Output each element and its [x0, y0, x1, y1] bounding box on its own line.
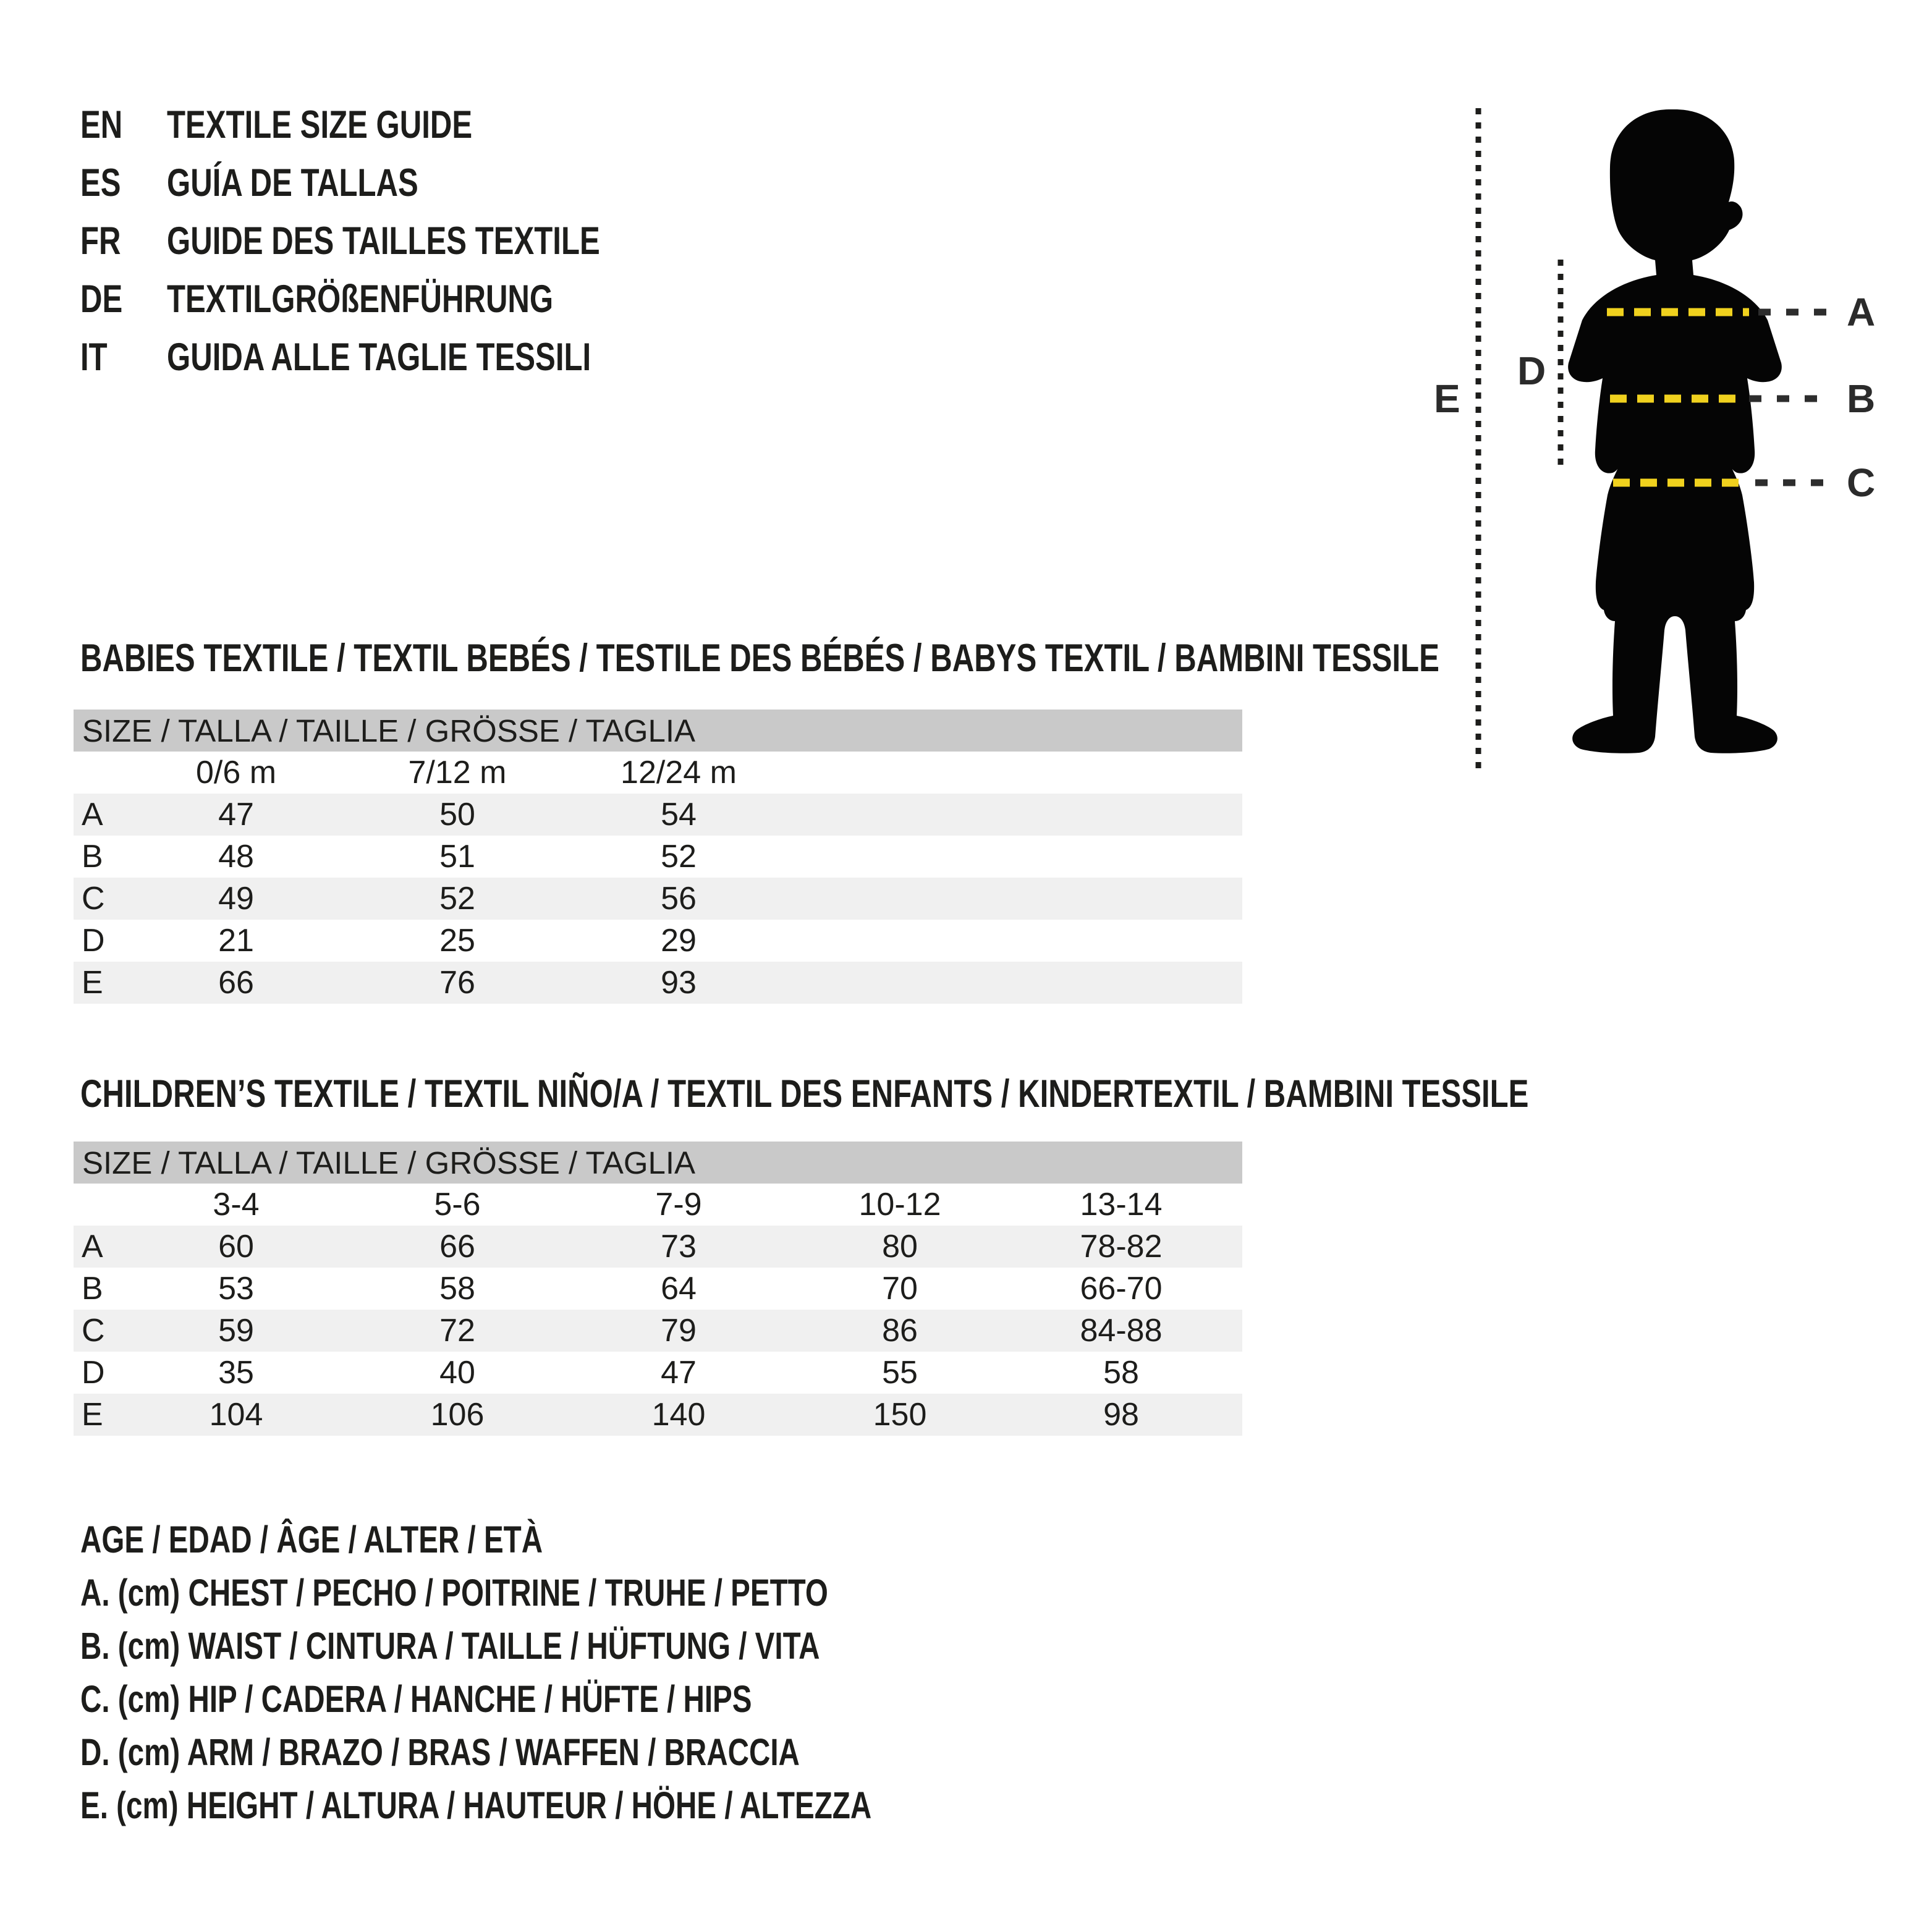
- cell-value: 104: [209, 1397, 263, 1433]
- cell-value: 86: [882, 1313, 918, 1349]
- lang-row-fr: [80, 212, 722, 270]
- row-label: C: [82, 881, 105, 917]
- guide-title-es: GUÍA DE TALLAS: [167, 161, 418, 205]
- cell-value: 50: [439, 797, 475, 833]
- label-height-e: E: [1434, 376, 1460, 421]
- lang-code: DE: [80, 278, 123, 321]
- children-column-header-row: [74, 1184, 1242, 1226]
- lang-code: EN: [80, 103, 123, 146]
- table-row: [74, 1352, 1242, 1394]
- lang-code: ES: [80, 161, 121, 205]
- cell-value: 106: [430, 1397, 485, 1433]
- lang-code: IT: [80, 336, 108, 379]
- cell-value: 21: [218, 923, 254, 959]
- cell-value: 84-88: [1080, 1313, 1163, 1349]
- table-row: [74, 1310, 1242, 1352]
- cell-value: 49: [218, 881, 254, 917]
- cell-value: 48: [218, 839, 254, 875]
- row-label: E: [82, 1397, 103, 1433]
- column-header: 0/6 m: [195, 755, 277, 790]
- cell-value: 140: [651, 1397, 706, 1433]
- label-chest-a: A: [1847, 290, 1876, 334]
- cell-value: 59: [218, 1313, 254, 1349]
- row-label: B: [82, 839, 103, 875]
- cell-value: 54: [661, 797, 697, 833]
- lang-row-de: [80, 270, 722, 328]
- cell-value: 51: [439, 839, 475, 875]
- cell-value: 72: [439, 1313, 475, 1349]
- legend-arm: D. (cm) ARM / BRAZO / BRAS / WAFFEN / BRACCIA: [80, 1731, 800, 1773]
- legend-hip: C. (cm) HIP / CADERA / HANCHE / HÜFTE / HIPS: [80, 1678, 752, 1720]
- cell-value: 29: [661, 923, 697, 959]
- cell-value: 56: [661, 881, 697, 917]
- row-label: D: [82, 923, 105, 959]
- lang-code: FR: [80, 219, 121, 263]
- row-label: A: [82, 1229, 103, 1265]
- cell-value: 55: [882, 1355, 918, 1391]
- column-header: 5-6: [434, 1187, 481, 1222]
- cell-value: 47: [218, 797, 254, 833]
- cell-value: 64: [661, 1271, 697, 1307]
- cell-value: 52: [439, 881, 475, 917]
- section-heading-babies: BABIES TEXTILE / TEXTIL BEBÉS / TESTILE DES BÉBÉS / BABYS TEXTIL / BAMBINI TESSILE: [80, 637, 1439, 680]
- cell-value: 150: [873, 1397, 927, 1433]
- cell-value: 25: [439, 923, 475, 959]
- babies-size-table: [74, 710, 1242, 1004]
- cell-value: 73: [661, 1229, 697, 1265]
- child-measurement-diagram: [1421, 74, 1932, 791]
- lang-row-it: [80, 328, 722, 386]
- column-header: 10-12: [858, 1187, 941, 1222]
- table-row: [74, 836, 1242, 878]
- cell-value: 80: [882, 1229, 918, 1265]
- cell-value: 47: [661, 1355, 697, 1391]
- legend-age: AGE / EDAD / ÂGE / ALTER / ETÀ: [80, 1519, 543, 1561]
- cell-value: 66: [439, 1229, 475, 1265]
- label-hip-c: C: [1847, 460, 1876, 505]
- cell-value: 35: [218, 1355, 254, 1391]
- table-row: [74, 1226, 1242, 1268]
- cell-value: 66-70: [1080, 1271, 1163, 1307]
- row-label: E: [82, 965, 103, 1001]
- children-size-header-band: SIZE / TALLA / TAILLE / GRÖSSE / TAGLIA: [74, 1142, 1242, 1184]
- cell-value: 79: [661, 1313, 697, 1349]
- babies-column-header-row: [74, 752, 1242, 794]
- table-row: [74, 794, 1242, 836]
- row-label: C: [82, 1313, 105, 1349]
- column-header: 12/24 m: [621, 755, 737, 790]
- label-arm-d: D: [1517, 349, 1546, 393]
- cell-value: 40: [439, 1355, 475, 1391]
- guide-title-fr: GUIDE DES TAILLES TEXTILE: [167, 219, 600, 263]
- guide-title-de: TEXTILGRÖßENFÜHRUNG: [167, 278, 554, 321]
- children-size-table: [74, 1142, 1242, 1436]
- label-waist-b: B: [1847, 376, 1876, 421]
- lang-row-en: [80, 96, 722, 154]
- legend-waist: B. (cm) WAIST / CINTURA / TAILLE / HÜFTUNG / VITA: [80, 1625, 820, 1667]
- column-header: 7/12 m: [408, 755, 507, 790]
- measurement-legend: [80, 1513, 1095, 1832]
- legend-height: E. (cm) HEIGHT / ALTURA / HAUTEUR / HÖHE / ALTEZZA: [80, 1784, 872, 1826]
- cell-value: 53: [218, 1271, 254, 1307]
- column-header: 13-14: [1080, 1187, 1163, 1222]
- row-label: B: [82, 1271, 103, 1307]
- guide-title-it: GUIDA ALLE TAGLIE TESSILI: [167, 336, 591, 379]
- section-heading-children: CHILDREN’S TEXTILE / TEXTIL NIÑO/A / TEXTIL DES ENFANTS / KINDERTEXTIL / BAMBINI TESSILE: [80, 1072, 1529, 1116]
- table-row: [74, 1268, 1242, 1310]
- lang-row-es: [80, 154, 722, 212]
- cell-value: 98: [1103, 1397, 1139, 1433]
- cell-value: 58: [1103, 1355, 1139, 1391]
- language-title-block: [80, 96, 722, 386]
- table-row: [74, 962, 1242, 1004]
- cell-value: 60: [218, 1229, 254, 1265]
- cell-value: 93: [661, 965, 697, 1001]
- cell-value: 76: [439, 965, 475, 1001]
- column-header: 7-9: [655, 1187, 702, 1222]
- cell-value: 70: [882, 1271, 918, 1307]
- column-header: 3-4: [213, 1187, 260, 1222]
- cell-value: 52: [661, 839, 697, 875]
- cell-value: 78-82: [1080, 1229, 1163, 1265]
- row-label: A: [82, 797, 103, 833]
- cell-value: 66: [218, 965, 254, 1001]
- cell-value: 58: [439, 1271, 475, 1307]
- babies-size-header-band: SIZE / TALLA / TAILLE / GRÖSSE / TAGLIA: [74, 710, 1242, 752]
- legend-chest: A. (cm) CHEST / PECHO / POITRINE / TRUHE / PETTO: [80, 1572, 828, 1614]
- table-row: [74, 920, 1242, 962]
- table-row: [74, 1394, 1242, 1436]
- table-row: [74, 878, 1242, 920]
- guide-title-en: TEXTILE SIZE GUIDE: [167, 103, 473, 146]
- row-label: D: [82, 1355, 105, 1391]
